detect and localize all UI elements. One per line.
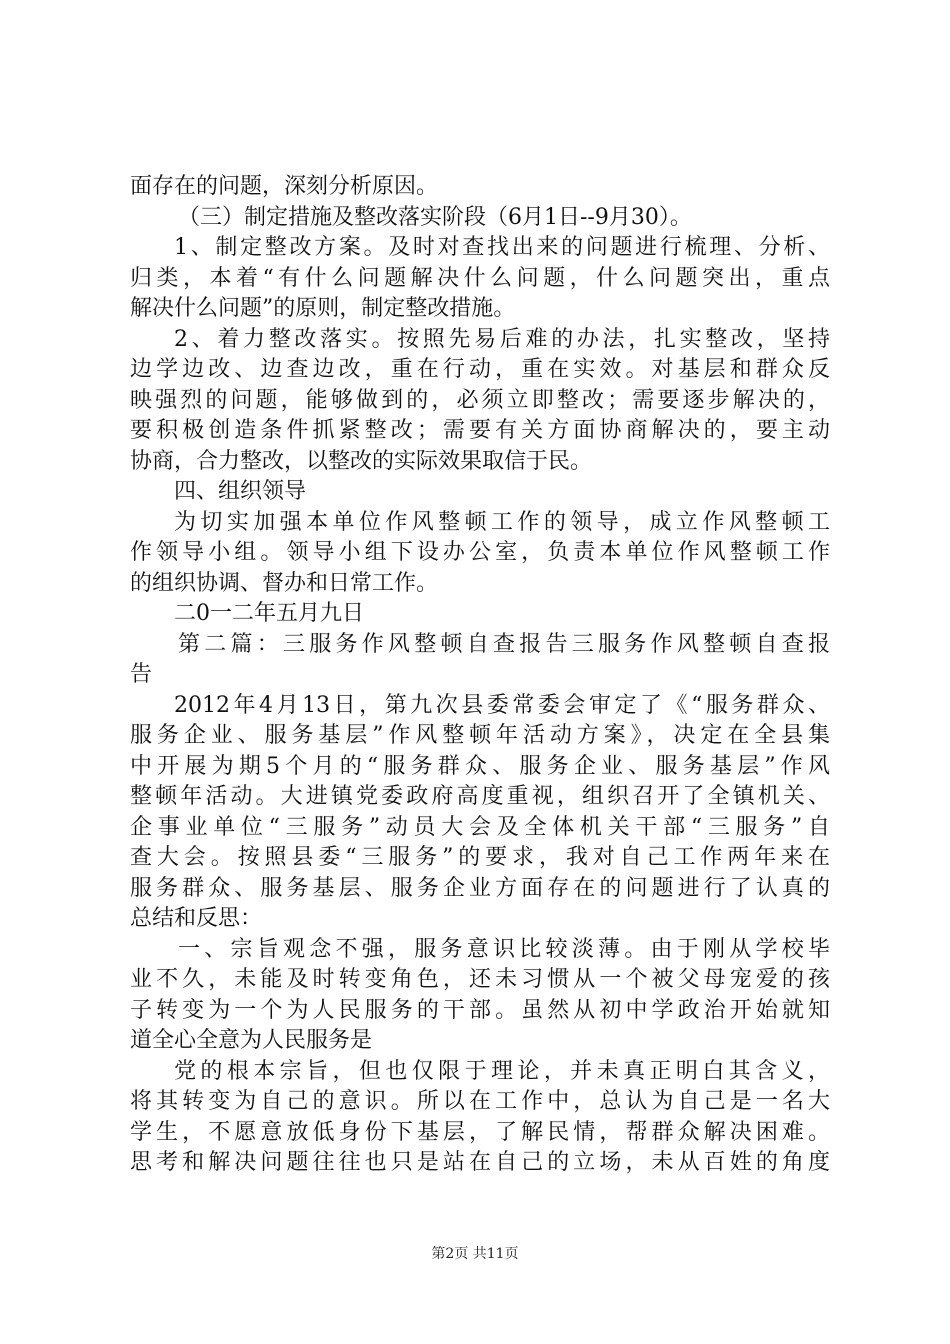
text-line: 为切实加强本单位作风整顿工作的领导，成立作风整顿工	[174, 509, 830, 535]
text-line: 归类，本着“有什么问题解决什么问题，什么问题突出，重点	[130, 265, 830, 291]
section-heading: 四、组织领导	[174, 479, 307, 504]
chapter-heading: 告	[130, 662, 153, 687]
text-line: 面存在的问题，深刻分析原因。	[130, 174, 439, 199]
text-line: 查大会。按照县委“三服务”的要求，我对自己工作两年来在	[130, 845, 830, 870]
text-line: 解决什么问题”的原则，制定整改措施。	[130, 296, 516, 321]
text-line: 企事业单位“三服务”动员大会及全体机关干部“三服务”自	[130, 814, 830, 840]
text-line: 党的根本宗旨，但也仅限于理论，并未真正明白其含义，	[174, 1058, 830, 1084]
text-line: 映强烈的问题，能够做到的，必须立即整改；需要逐步解决的，	[130, 387, 830, 413]
text-line: 2012年4月13日，第九次县委常委会审定了《“服务群众、	[174, 692, 830, 718]
text-line: 要积极创造条件抓紧整改；需要有关方面协商解决的，要主动	[130, 418, 830, 443]
text-line: 子转变为一个为人民服务的干部。虽然从初中学政治开始就知	[130, 997, 830, 1023]
text-line: 服务群众、服务基层、服务企业方面存在的问题进行了认真的	[130, 875, 830, 901]
text-line: 边学边改、边查边改，重在行动，重在实效。对基层和群众反	[130, 357, 830, 382]
text-line: 作领导小组。领导小组下设办公室，负责本单位作风整顿工作	[130, 540, 830, 565]
text-line: 协商，合力整改，以整改的实际效果取信于民。	[130, 448, 593, 474]
text-line: 1、制定整改方案。及时对查找出来的问题进行梳理、分析、	[174, 235, 830, 260]
text-line: 道全心全意为人民服务是	[130, 1028, 373, 1053]
text-line: 将其转变为自己的意识。所以在工作中，总认为自己是一名大	[130, 1089, 830, 1114]
text-line: 的组织协调、督办和日常工作。	[130, 570, 439, 596]
page-footer	[0, 1244, 950, 1264]
text-line: 一、宗旨观念不强，服务意识比较淡薄。由于刚从学校毕	[178, 936, 830, 962]
text-line: 2、着力整改落实。按照先易后难的办法，扎实整改，坚持	[174, 326, 830, 352]
text-line: 整顿年活动。大进镇党委政府高度重视，组织召开了全镇机关、	[130, 784, 830, 809]
text-line: 思考和解决问题往往也只是站在自己的立场，未从百姓的角度	[130, 1150, 830, 1175]
section-heading: （三）制定措施及整改落实阶段（6月1日--9月30）。	[178, 204, 692, 230]
text-line: 总结和反思：	[130, 906, 263, 931]
text-line: 服务企业、服务基层”作风整顿年活动方案》，决定在全县集	[130, 723, 830, 748]
text-line: 业不久，未能及时转变角色，还未习惯从一个被父母宠爱的孩	[130, 967, 830, 992]
date-line: 二0一二年五月九日	[174, 601, 364, 626]
text-line: 学生，不愿意放低身份下基层，了解民情，帮群众解决困难。	[130, 1119, 830, 1145]
text-line: 中开展为期5个月的“服务群众、服务企业、服务基层”作风	[130, 753, 830, 779]
document-body	[130, 172, 830, 1179]
chapter-heading: 第二篇：三服务作风整顿自查报告三服务作风整顿自查报	[178, 631, 830, 657]
page-number-label: 第2页 共11页	[431, 1246, 519, 1262]
